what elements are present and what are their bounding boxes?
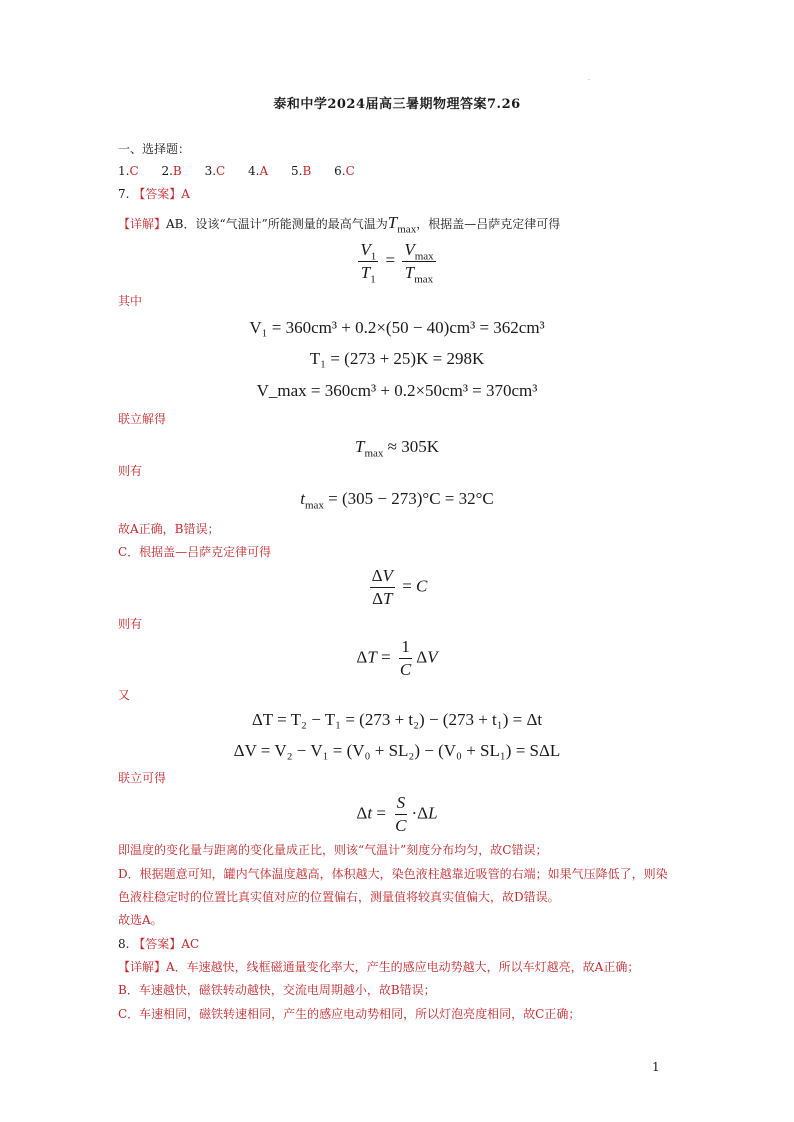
equation-tmax: $T_{max} \approx 305K$ (354, 437, 440, 460)
q8-detail-c: C．车速相同，磁铁转速相同，产生的感应电动势相同，所以灯泡亮度相同，故C正确； (118, 1007, 581, 1021)
section-heading: 一、选择题： (118, 142, 191, 156)
label-also: 又 (118, 688, 131, 702)
q8-detail-a: 【详解】A．车速越快，线框磁通量变化率大，产生的感应电动势越大，所以车灯越亮，故A正确； (118, 960, 640, 974)
answer-1: 1.C (118, 164, 139, 178)
page-title: 泰和中学2024届高三暑期物理答案7.26 (273, 97, 521, 112)
answer-row (118, 163, 374, 179)
q8-detail-b: B．车速越快，磁铁转动越快，交流电周期越小，故B错误； (118, 983, 436, 997)
label-then-2: 则有 (118, 617, 143, 631)
q8-answer-heading: 8. 【答案】AC (118, 937, 200, 951)
q7-detail-d-line2: 色液柱稳定时的位置比真实值对应的位置偏右，测量值将较真实值偏大，故D错误。 (118, 890, 560, 904)
q7-detail-ab: 【详解】AB．设该“气温计”所能测量的最高气温为$T_{max}$，根据盖—吕萨克定律可得 (118, 213, 561, 236)
q7-answer-heading: 7. 【答案】A (118, 187, 190, 201)
label-solve: 联立解得 (118, 412, 167, 426)
equation-delta-t: ΔT = $\frac{1}{C}$ ΔV (356, 637, 438, 679)
equation-dv-expanded: ΔV = V₂ − V₁ = (V₀ + SL₂) − (V₀ + SL₁) = SΔL (233, 741, 561, 760)
answer-4: 4.A (248, 164, 269, 178)
label-where: 其中 (118, 294, 143, 308)
answer-2: 2.B (161, 164, 182, 178)
equation-gay-lussac: $\frac{V_1}{T_1}$ = $\frac{V_{max}}{T_{max}}$ (360, 240, 434, 286)
equation-final-dt: Δt = $\frac{S}{C}$ ·ΔL (356, 793, 438, 835)
answer-3: 3.C (204, 164, 226, 178)
conclusion-ab: 故A正确，B错误； (118, 522, 220, 536)
equation-vmax: V_max = 360cm³ + 0.2×50cm³ = 370cm³ (256, 381, 538, 400)
header-dot: . (588, 75, 590, 82)
answer-5: 5.B (291, 164, 312, 178)
label-then: 则有 (118, 464, 143, 478)
label-combine: 联立可得 (118, 771, 167, 785)
page-number: 1 (652, 1060, 660, 1074)
equation-dt-expanded: ΔT = T₂ − T₁ = (273 + t₂) − (273 + t₁) = Δt (251, 710, 543, 729)
q7-conclusion-c: 即温度的变化量与距离的变化量成正比，则该“气温计”刻度分布均匀，故C错误； (118, 843, 548, 857)
q7-detail-d-line1: D．根据题意可知，罐内气体温度越高，体积越大，染色液柱越靠近吸管的右端；如果气压降低了，则染 (118, 867, 668, 881)
equation-t1: T₁ = (273 + 25)K = 298K (309, 349, 485, 368)
equation-dv-dt: $\frac{\Delta V}{\Delta T}$ = C (371, 566, 428, 608)
q7-detail-c: C．根据盖—吕萨克定律可得 (118, 545, 272, 559)
equation-v1: V₁ = 360cm³ + 0.2×(50 − 40)cm³ = 362cm³ (249, 318, 545, 337)
q7-final-answer: 故选A。 (118, 913, 163, 927)
answer-6: 6.C (334, 164, 355, 178)
equation-tmax-celsius: $t_{max} = (305 - 273)^\circ C = 32^\circ C$ (300, 489, 494, 512)
